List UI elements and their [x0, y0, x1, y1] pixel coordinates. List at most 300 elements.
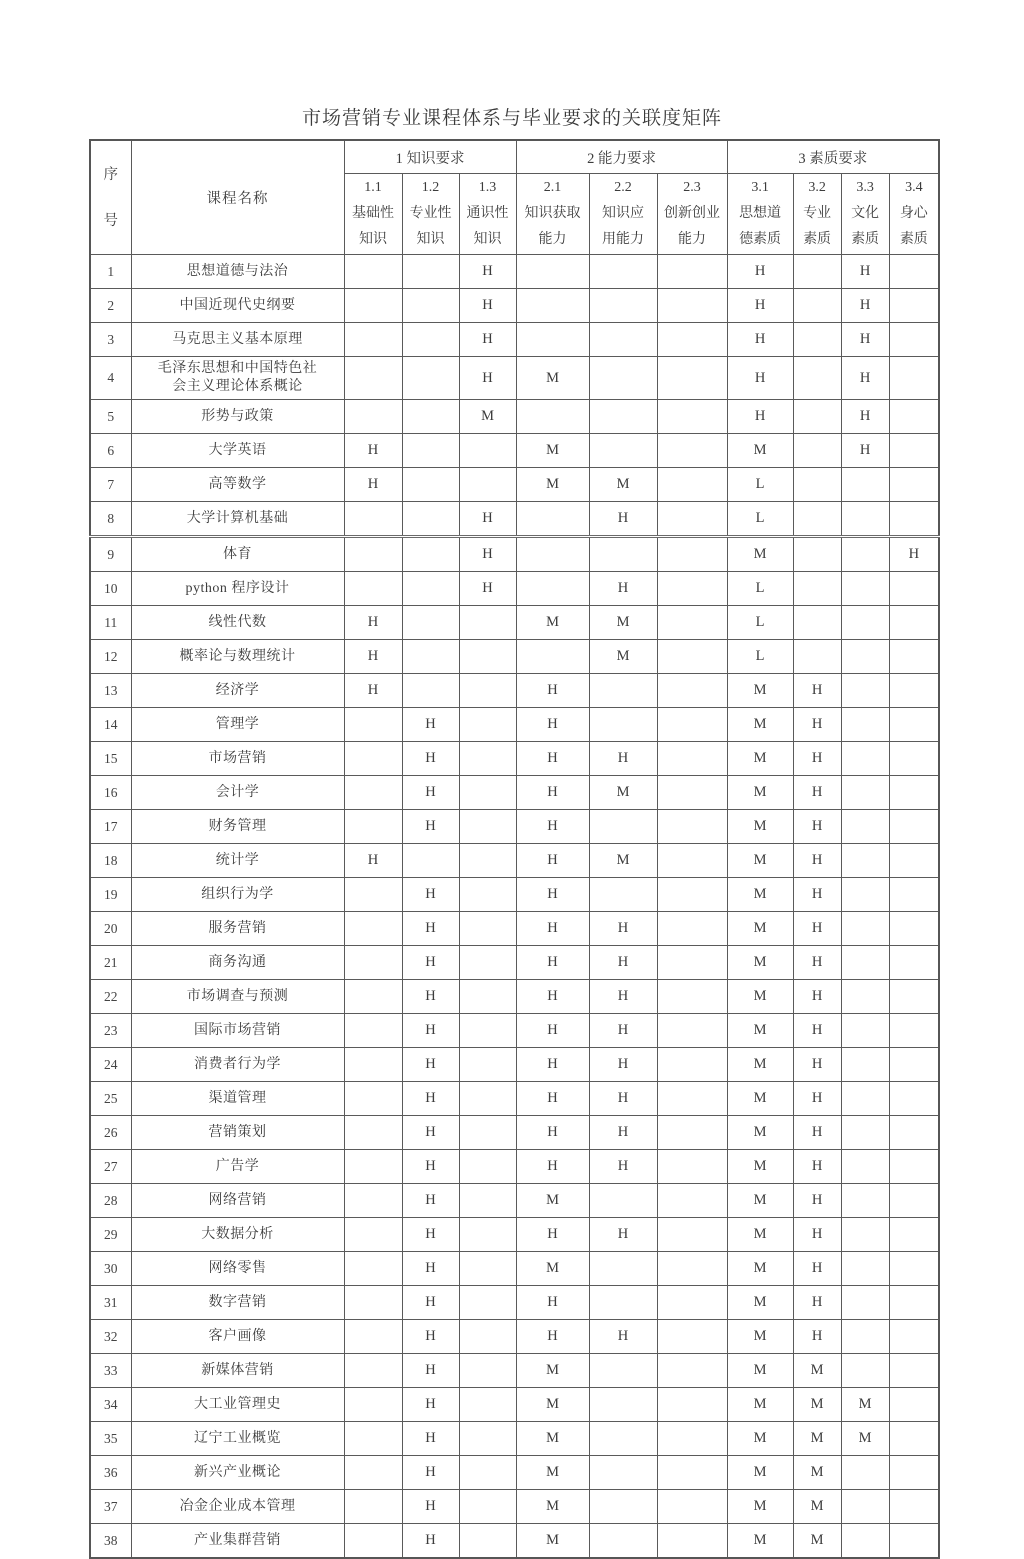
cell-correlation-3-3: [841, 946, 889, 980]
cell-correlation-2-2: [589, 1388, 657, 1422]
cell-course-name: 数字营销: [131, 1286, 344, 1320]
cell-correlation-2-3: [657, 1456, 727, 1490]
cell-correlation-3-1: H: [727, 323, 793, 357]
cell-course-name: 网络营销: [131, 1184, 344, 1218]
header-col-text: 专业性: [409, 206, 452, 221]
cell-correlation-2-2: [589, 810, 657, 844]
cell-correlation-2-3: [657, 502, 727, 537]
cell-correlation-3-3: [841, 1014, 889, 1048]
cell-course-name: 形势与政策: [131, 400, 344, 434]
cell-correlation-3-1: M: [727, 980, 793, 1014]
header-col-text: 知识: [473, 232, 502, 247]
cell-correlation-1-2: H: [402, 1252, 459, 1286]
cell-correlation-3-2: [793, 400, 841, 434]
cell-correlation-2-1: H: [516, 946, 589, 980]
cell-serial-number: 20: [90, 912, 131, 946]
cell-correlation-2-3: [657, 708, 727, 742]
cell-correlation-2-1: H: [516, 1116, 589, 1150]
cell-correlation-3-2: H: [793, 1048, 841, 1082]
cell-correlation-1-2: H: [402, 1184, 459, 1218]
cell-correlation-3-4: H: [889, 537, 939, 572]
cell-correlation-1-2: [402, 674, 459, 708]
header-col-text: 3.3: [856, 180, 874, 195]
cell-correlation-3-4: [889, 1388, 939, 1422]
cell-correlation-2-3: [657, 1252, 727, 1286]
cell-correlation-3-2: H: [793, 1150, 841, 1184]
cell-correlation-3-2: [793, 323, 841, 357]
header-col-text: 知识: [359, 232, 387, 247]
cell-serial-number: 3: [90, 323, 131, 357]
cell-correlation-2-2: [589, 323, 657, 357]
cell-correlation-3-1: M: [727, 1388, 793, 1422]
cell-correlation-1-3: [459, 1014, 516, 1048]
cell-correlation-2-1: M: [516, 1524, 589, 1559]
header-col-text: 3.2: [808, 180, 826, 195]
cell-correlation-3-1: M: [727, 1490, 793, 1524]
cell-correlation-2-1: M: [516, 1456, 589, 1490]
cell-correlation-3-4: [889, 1490, 939, 1524]
cell-correlation-3-2: H: [793, 1286, 841, 1320]
cell-correlation-2-1: H: [516, 912, 589, 946]
cell-correlation-2-1: H: [516, 1320, 589, 1354]
cell-correlation-2-3: [657, 289, 727, 323]
cell-correlation-3-1: M: [727, 1286, 793, 1320]
cell-correlation-3-4: [889, 742, 939, 776]
cell-serial-number: 12: [90, 640, 131, 674]
cell-correlation-3-4: [889, 1456, 939, 1490]
cell-course-name: 国际市场营销: [131, 1014, 344, 1048]
table-row: [90, 357, 939, 400]
cell-correlation-3-3: [841, 1490, 889, 1524]
header-col-text: 身心: [899, 206, 928, 221]
cell-correlation-1-3: [459, 1320, 516, 1354]
table-row: [90, 1252, 939, 1286]
cell-correlation-2-1: [516, 289, 589, 323]
cell-correlation-3-3: [841, 1116, 889, 1150]
cell-correlation-1-3: [459, 1218, 516, 1252]
cell-course-name: python 程序设计: [131, 572, 344, 606]
cell-correlation-1-3: H: [459, 255, 516, 289]
header-col-text: 1.2: [421, 180, 440, 195]
cell-correlation-3-2: [793, 640, 841, 674]
cell-correlation-3-4: [889, 1354, 939, 1388]
cell-correlation-1-1: H: [344, 606, 402, 640]
cell-correlation-2-3: [657, 1422, 727, 1456]
header-col-3-1: [727, 174, 793, 255]
cell-correlation-1-3: [459, 640, 516, 674]
cell-correlation-3-3: [841, 606, 889, 640]
cell-correlation-1-2: H: [402, 912, 459, 946]
cell-correlation-3-1: M: [727, 537, 793, 572]
cell-correlation-3-2: [793, 606, 841, 640]
cell-correlation-2-1: [516, 400, 589, 434]
cell-correlation-2-3: [657, 946, 727, 980]
cell-serial-number: 21: [90, 946, 131, 980]
cell-correlation-3-3: H: [841, 400, 889, 434]
cell-correlation-3-4: [889, 776, 939, 810]
cell-correlation-3-2: H: [793, 674, 841, 708]
cell-course-name: 市场调查与预测: [131, 980, 344, 1014]
cell-correlation-2-1: H: [516, 776, 589, 810]
cell-correlation-1-1: [344, 1014, 402, 1048]
cell-correlation-1-3: [459, 434, 516, 468]
cell-correlation-2-1: H: [516, 844, 589, 878]
table-row: [90, 1218, 939, 1252]
cell-correlation-3-3: H: [841, 323, 889, 357]
header-col-3-3: [841, 174, 889, 255]
cell-correlation-2-3: [657, 468, 727, 502]
header-col-text: 德素质: [739, 232, 782, 247]
cell-correlation-1-1: [344, 810, 402, 844]
cell-correlation-2-3: [657, 357, 727, 400]
cell-correlation-1-3: [459, 1252, 516, 1286]
cell-correlation-2-2: H: [589, 1014, 657, 1048]
cell-correlation-3-4: [889, 708, 939, 742]
cell-correlation-3-3: [841, 537, 889, 572]
cell-correlation-3-2: M: [793, 1456, 841, 1490]
cell-correlation-2-3: [657, 912, 727, 946]
header-col-2-2: [589, 174, 657, 255]
cell-correlation-3-3: H: [841, 289, 889, 323]
cell-correlation-3-2: [793, 502, 841, 537]
header-col-text: 知识获取: [524, 206, 581, 221]
cell-correlation-3-4: [889, 674, 939, 708]
header-col-text: 专业: [803, 206, 832, 221]
cell-correlation-2-3: [657, 606, 727, 640]
cell-correlation-1-3: [459, 1184, 516, 1218]
cell-correlation-3-1: M: [727, 810, 793, 844]
table-row: [90, 1082, 939, 1116]
cell-correlation-3-3: [841, 468, 889, 502]
cell-correlation-2-2: M: [589, 844, 657, 878]
table-row: [90, 1286, 939, 1320]
cell-correlation-2-2: [589, 289, 657, 323]
header-col-1-2: [402, 174, 459, 255]
cell-correlation-3-3: [841, 742, 889, 776]
header-col-text: 1.1: [364, 180, 382, 195]
cell-correlation-1-1: [344, 708, 402, 742]
header-col-text: 知识: [416, 232, 445, 247]
cell-correlation-3-3: H: [841, 357, 889, 400]
cell-course-name: 经济学: [131, 674, 344, 708]
cell-correlation-3-4: [889, 810, 939, 844]
cell-serial-number: 15: [90, 742, 131, 776]
cell-correlation-1-1: [344, 572, 402, 606]
cell-correlation-2-1: H: [516, 980, 589, 1014]
cell-serial-number: 11: [90, 606, 131, 640]
header-group-ability-requirements: 2 能力要求: [516, 140, 727, 174]
cell-correlation-3-2: H: [793, 844, 841, 878]
correlation-matrix-table: [89, 139, 940, 1559]
cell-correlation-1-3: [459, 980, 516, 1014]
cell-course-name: 广告学: [131, 1150, 344, 1184]
cell-correlation-3-4: [889, 502, 939, 537]
cell-correlation-2-3: [657, 1490, 727, 1524]
cell-correlation-3-2: [793, 468, 841, 502]
cell-correlation-3-2: [793, 434, 841, 468]
cell-correlation-3-4: [889, 255, 939, 289]
cell-correlation-1-2: [402, 502, 459, 537]
cell-correlation-2-2: [589, 537, 657, 572]
header-col-text: 素质: [851, 232, 880, 247]
cell-correlation-1-3: [459, 1354, 516, 1388]
cell-correlation-1-1: [344, 1116, 402, 1150]
cell-correlation-2-3: [657, 1286, 727, 1320]
table-row: [90, 255, 939, 289]
cell-correlation-3-1: M: [727, 1116, 793, 1150]
cell-correlation-3-1: H: [727, 255, 793, 289]
header-col-text: 能力: [538, 232, 567, 247]
cell-correlation-1-2: [402, 537, 459, 572]
cell-correlation-3-3: [841, 674, 889, 708]
cell-correlation-1-1: H: [344, 674, 402, 708]
cell-correlation-3-1: H: [727, 289, 793, 323]
cell-correlation-3-1: M: [727, 776, 793, 810]
cell-serial-number: 29: [90, 1218, 131, 1252]
cell-correlation-1-3: [459, 1388, 516, 1422]
cell-correlation-2-3: [657, 255, 727, 289]
cell-course-name: 概率论与数理统计: [131, 640, 344, 674]
cell-correlation-3-1: M: [727, 1150, 793, 1184]
cell-course-name: 客户画像: [131, 1320, 344, 1354]
cell-course-name: 大学计算机基础: [131, 502, 344, 537]
cell-correlation-1-3: [459, 1456, 516, 1490]
cell-correlation-3-1: M: [727, 912, 793, 946]
cell-correlation-3-1: M: [727, 1048, 793, 1082]
cell-correlation-3-2: M: [793, 1422, 841, 1456]
cell-correlation-3-4: [889, 289, 939, 323]
cell-correlation-2-2: [589, 1286, 657, 1320]
cell-correlation-1-3: M: [459, 400, 516, 434]
cell-course-name: 新兴产业概论: [131, 1456, 344, 1490]
cell-correlation-3-2: H: [793, 1184, 841, 1218]
cell-correlation-2-2: H: [589, 980, 657, 1014]
table-row: [90, 1048, 939, 1082]
cell-course-name: 中国近现代史纲要: [131, 289, 344, 323]
table-row: [90, 502, 939, 537]
cell-serial-number: 16: [90, 776, 131, 810]
table-row: [90, 1456, 939, 1490]
cell-correlation-3-2: H: [793, 742, 841, 776]
cell-serial-number: 36: [90, 1456, 131, 1490]
cell-correlation-2-1: M: [516, 1252, 589, 1286]
cell-serial-number: 26: [90, 1116, 131, 1150]
cell-correlation-3-1: M: [727, 674, 793, 708]
cell-correlation-1-1: [344, 1456, 402, 1490]
header-col-text: 能力: [678, 232, 707, 247]
cell-correlation-3-4: [889, 400, 939, 434]
cell-serial-number: 35: [90, 1422, 131, 1456]
cell-correlation-3-4: [889, 1150, 939, 1184]
cell-correlation-3-1: M: [727, 1184, 793, 1218]
header-col-3-2: [793, 174, 841, 255]
cell-correlation-3-1: M: [727, 1082, 793, 1116]
cell-correlation-2-1: H: [516, 1150, 589, 1184]
cell-correlation-3-4: [889, 357, 939, 400]
cell-correlation-1-3: [459, 708, 516, 742]
cell-correlation-2-3: [657, 810, 727, 844]
cell-correlation-1-1: [344, 878, 402, 912]
cell-correlation-1-1: [344, 255, 402, 289]
cell-correlation-1-2: [402, 640, 459, 674]
cell-correlation-3-3: [841, 1456, 889, 1490]
cell-serial-number: 27: [90, 1150, 131, 1184]
cell-correlation-1-1: [344, 742, 402, 776]
cell-course-name: 服务营销: [131, 912, 344, 946]
header-col-2-3: [657, 174, 727, 255]
cell-correlation-1-3: [459, 810, 516, 844]
cell-correlation-2-3: [657, 537, 727, 572]
cell-correlation-3-4: [889, 323, 939, 357]
cell-course-name: 会计学: [131, 776, 344, 810]
cell-correlation-3-1: M: [727, 708, 793, 742]
cell-correlation-2-1: H: [516, 742, 589, 776]
cell-correlation-1-1: H: [344, 640, 402, 674]
cell-correlation-3-3: [841, 1524, 889, 1559]
cell-correlation-1-2: H: [402, 742, 459, 776]
cell-correlation-2-2: H: [589, 1218, 657, 1252]
cell-correlation-2-1: M: [516, 357, 589, 400]
cell-correlation-3-1: M: [727, 1218, 793, 1252]
cell-correlation-1-3: [459, 1116, 516, 1150]
header-col-text: 创新创业: [664, 206, 721, 221]
cell-correlation-3-3: [841, 1354, 889, 1388]
cell-correlation-3-1: M: [727, 742, 793, 776]
cell-correlation-2-2: H: [589, 1320, 657, 1354]
cell-correlation-2-1: [516, 537, 589, 572]
cell-correlation-2-3: [657, 1218, 727, 1252]
cell-correlation-1-2: [402, 323, 459, 357]
cell-correlation-2-1: H: [516, 878, 589, 912]
cell-correlation-3-3: [841, 810, 889, 844]
table-row: [90, 708, 939, 742]
cell-correlation-3-3: [841, 502, 889, 537]
cell-correlation-2-3: [657, 1354, 727, 1388]
cell-correlation-3-4: [889, 1082, 939, 1116]
cell-correlation-1-1: H: [344, 844, 402, 878]
header-col-text: 1.3: [478, 180, 497, 195]
cell-correlation-1-1: [344, 980, 402, 1014]
cell-correlation-2-1: M: [516, 1354, 589, 1388]
cell-correlation-3-4: [889, 1252, 939, 1286]
cell-correlation-2-1: H: [516, 674, 589, 708]
header-col-text: 素质: [803, 232, 832, 247]
cell-correlation-2-1: H: [516, 1014, 589, 1048]
cell-correlation-3-1: L: [727, 606, 793, 640]
table-row: [90, 1320, 939, 1354]
cell-correlation-1-3: [459, 674, 516, 708]
cell-serial-number: 19: [90, 878, 131, 912]
table-row: [90, 1354, 939, 1388]
cell-correlation-1-1: [344, 1524, 402, 1559]
cell-serial-number: 38: [90, 1524, 131, 1559]
header-col-text: 用能力: [602, 232, 645, 247]
cell-serial-number: 5: [90, 400, 131, 434]
cell-correlation-2-3: [657, 640, 727, 674]
cell-correlation-2-3: [657, 878, 727, 912]
cell-serial-number: 31: [90, 1286, 131, 1320]
cell-course-name: 思想道德与法治: [131, 255, 344, 289]
cell-correlation-2-1: [516, 255, 589, 289]
cell-correlation-1-2: [402, 572, 459, 606]
cell-correlation-3-2: H: [793, 878, 841, 912]
cell-correlation-2-3: [657, 776, 727, 810]
header-col-1-3: [459, 174, 516, 255]
cell-correlation-2-2: [589, 1422, 657, 1456]
cell-correlation-2-3: [657, 1388, 727, 1422]
cell-correlation-1-2: [402, 434, 459, 468]
cell-serial-number: 28: [90, 1184, 131, 1218]
cell-correlation-3-4: [889, 640, 939, 674]
cell-correlation-3-1: M: [727, 1422, 793, 1456]
cell-correlation-1-1: [344, 776, 402, 810]
cell-correlation-3-3: [841, 776, 889, 810]
cell-correlation-2-3: [657, 1116, 727, 1150]
cell-course-name: 大数据分析: [131, 1218, 344, 1252]
cell-correlation-3-2: H: [793, 1082, 841, 1116]
cell-course-name: 商务沟通: [131, 946, 344, 980]
cell-correlation-3-4: [889, 468, 939, 502]
cell-correlation-1-3: [459, 742, 516, 776]
cell-serial-number: 18: [90, 844, 131, 878]
cell-correlation-3-2: H: [793, 810, 841, 844]
header-col-text: 知识应: [602, 206, 645, 221]
cell-correlation-1-2: [402, 255, 459, 289]
cell-correlation-1-3: [459, 1048, 516, 1082]
cell-course-name: 财务管理: [131, 810, 344, 844]
cell-correlation-3-3: [841, 1320, 889, 1354]
cell-correlation-3-1: M: [727, 1252, 793, 1286]
cell-course-name: 毛泽东思想和中国特色社会主义理论体系概论: [131, 357, 344, 400]
cell-correlation-1-2: H: [402, 1388, 459, 1422]
header-group-knowledge-requirements: 1 知识要求: [344, 140, 516, 174]
cell-correlation-3-4: [889, 1048, 939, 1082]
cell-course-name: 大学英语: [131, 434, 344, 468]
header-col-text: 文化: [851, 206, 880, 221]
table-row: [90, 980, 939, 1014]
cell-correlation-3-4: [889, 912, 939, 946]
cell-correlation-1-2: [402, 357, 459, 400]
cell-correlation-3-4: [889, 434, 939, 468]
cell-correlation-3-3: [841, 1286, 889, 1320]
cell-correlation-1-2: H: [402, 1354, 459, 1388]
cell-correlation-2-2: [589, 1354, 657, 1388]
cell-correlation-2-2: H: [589, 742, 657, 776]
table-row: [90, 537, 939, 572]
cell-correlation-3-4: [889, 1218, 939, 1252]
cell-correlation-3-3: [841, 1252, 889, 1286]
cell-correlation-1-2: H: [402, 776, 459, 810]
cell-course-name: 产业集群营销: [131, 1524, 344, 1559]
cell-serial-number: 10: [90, 572, 131, 606]
cell-correlation-3-4: [889, 878, 939, 912]
cell-course-name: 统计学: [131, 844, 344, 878]
cell-correlation-3-2: [793, 289, 841, 323]
cell-serial-number: 4: [90, 357, 131, 400]
table-row: [90, 674, 939, 708]
cell-correlation-3-3: H: [841, 255, 889, 289]
cell-correlation-2-3: [657, 844, 727, 878]
cell-serial-number: 2: [90, 289, 131, 323]
cell-correlation-1-2: H: [402, 1320, 459, 1354]
cell-correlation-3-2: M: [793, 1354, 841, 1388]
cell-correlation-2-2: M: [589, 468, 657, 502]
cell-correlation-1-2: H: [402, 1490, 459, 1524]
cell-correlation-3-2: H: [793, 980, 841, 1014]
cell-correlation-3-3: [841, 980, 889, 1014]
table-row: [90, 1150, 939, 1184]
cell-correlation-3-3: [841, 1184, 889, 1218]
